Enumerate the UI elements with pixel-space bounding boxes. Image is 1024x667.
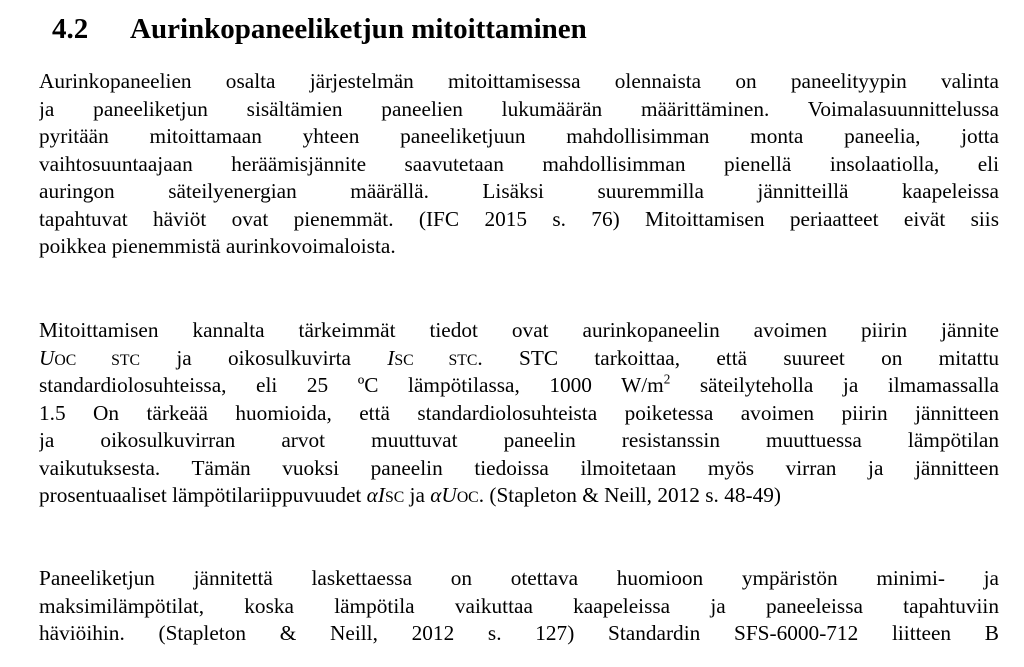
text-line: pyritään mitoittamaan yhteen paneeliketjuun mahdollisimman monta paneelia, jotta [39, 124, 999, 148]
section-heading [52, 10, 587, 48]
text-line: ja paneeliketjun sisältämien paneelien lukumäärän määrittäminen. Voimalasuunnittelussa [39, 96, 999, 121]
current-coefficient-symbol: αI [366, 483, 385, 507]
paragraph-3 [39, 565, 999, 648]
superscript: 2 [663, 372, 671, 387]
text-line [39, 482, 999, 510]
text-line: Mitoittamisen kannalta tärkeimmät tiedot ovat aurinkopaneelin avoimen piirin jännite [39, 318, 999, 342]
text-fragment: standardiolosuhteissa, eli 25 ºC lämpötilassa, 1000 W/m [39, 373, 664, 397]
text-fragment: prosentuaaliset lämpötilariippuvuudet [39, 483, 367, 507]
text-line: 1.5 On tärkeää huomioida, että standardiolosuhteista poiketessa avoimen piirin jännitteen [39, 400, 999, 425]
paragraph-1 [39, 68, 999, 261]
text-fragment: . STC tarkoittaa, että suureet on mitattu [477, 345, 999, 370]
paragraph-2 [39, 317, 999, 510]
text-line: poikkea pienemmistä aurinkovoimaloista. [39, 234, 396, 258]
text-line: auringon säteilyenergian määrällä. Lisäksi suuremmilla jännitteillä kaapeleissa [39, 179, 999, 203]
voltage-symbol: U [39, 345, 55, 370]
voltage-coefficient-symbol: αU [430, 483, 457, 507]
text-fragment: säteilyteholla ja ilmamassalla [670, 373, 999, 397]
current-symbol: I [387, 345, 395, 370]
text-line: Paneeliketjun jännitettä laskettaessa on otettava huomioon ympäristön minimi- ja [39, 566, 999, 590]
section-number: 4.2 [52, 13, 89, 45]
current-subscript: SC STC [394, 351, 478, 369]
voltage-coefficient-subscript: OC [456, 489, 479, 506]
text-line: tapahtuvat häviöt ovat pienemmät. (IFC 2015 s. 76) Mitoittamisen periaatteet eivät siis [39, 206, 999, 231]
text-line: häviöihin. (Stapleton & Neill, 2012 s. 127) Standardin SFS-6000-712 liitteen B [39, 621, 999, 645]
current-coefficient-subscript: SC [384, 489, 405, 506]
section-title: Aurinkopaneeliketjun mitoittaminen [130, 13, 587, 45]
voltage-subscript: OC STC [54, 351, 141, 369]
text-line: vaikutuksesta. Tämän vuoksi paneelin tiedoissa ilmoitetaan myös virran ja jännitteen [39, 455, 999, 480]
text-line [39, 345, 999, 373]
text-line: ja oikosulkuvirran arvot muuttuvat paneelin resistanssin muuttuessa lämpötilan [39, 428, 999, 452]
text-fragment: ja oikosulkuvirta [140, 345, 388, 370]
text-fragment: ja [404, 483, 431, 507]
text-line [39, 372, 999, 400]
text-line: Aurinkopaneelien osalta järjestelmän mitoittamisessa olennaista on paneelityypin valinta [39, 69, 999, 93]
text-line: vaihtosuuntaajaan heräämisjännite saavutetaan mahdollisimman pienellä insolaatiolla, eli [39, 151, 999, 176]
text-fragment: . (Stapleton & Neill, 2012 s. 48-49) [478, 483, 781, 507]
text-line: maksimilämpötilat, koska lämpötila vaikuttaa kaapeleissa ja paneeleissa tapahtuviin [39, 593, 999, 618]
